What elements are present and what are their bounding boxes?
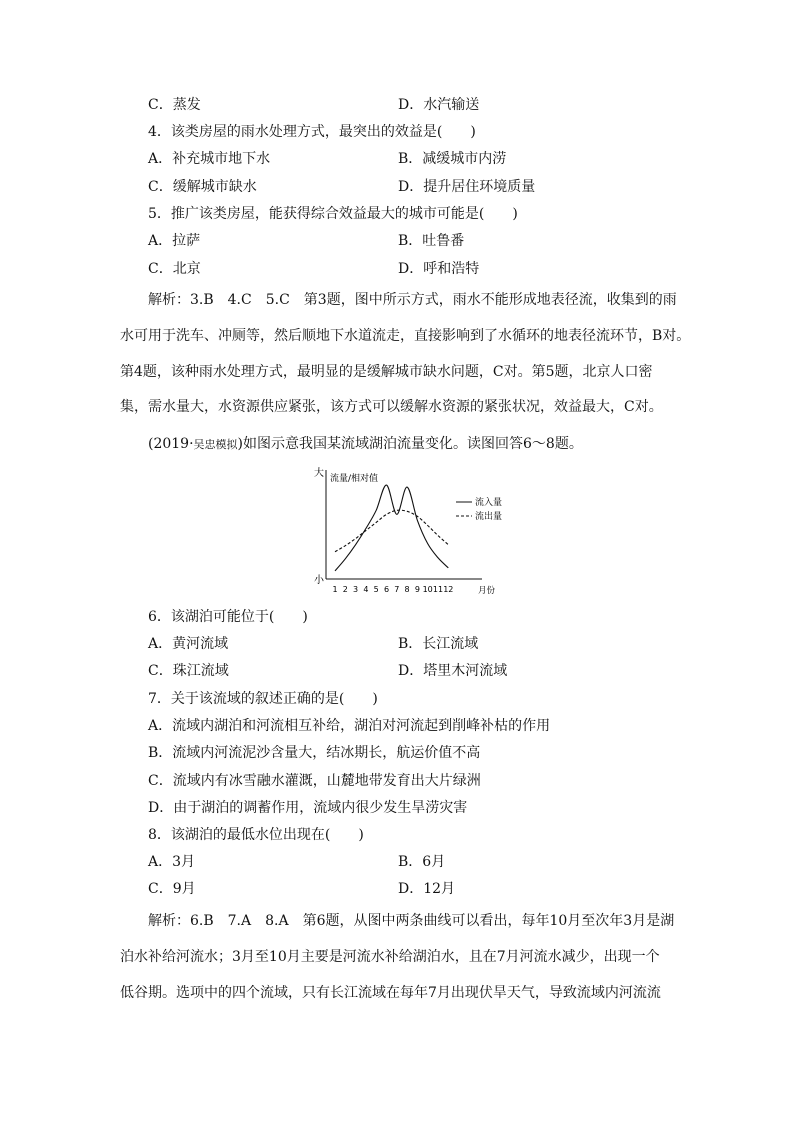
q4-option-d: D．提升居住环境质量	[398, 179, 536, 195]
q6-option-a: A．黄河流域	[148, 636, 229, 652]
q5-stem: 5．推广该类房屋，能获得综合效益最大的城市可能是( )	[148, 206, 518, 222]
q6-option-b: B．长江流域	[398, 636, 479, 652]
q4-option-b: B．减缓城市内涝	[398, 151, 507, 167]
q6-option-c: C．珠江流域	[148, 663, 229, 679]
series-line-outflow	[335, 510, 448, 552]
q6-option-d: D．塔里木河流域	[398, 663, 508, 679]
analysis-3-5-line-3: 第4题，该种雨水处理方式，最明显的是缓解城市缺水问题，C对。第5题，北京人口密	[120, 364, 653, 380]
x-tick-label: 3	[353, 585, 359, 594]
q7-option-b: B．流域内河流泥沙含量大，结冰期长，航运价值不高	[148, 745, 481, 761]
y-axis-title: 流量/相对值	[330, 474, 379, 484]
analysis-6-8-line-2: 泊水补给河流水；3月至10月主要是河流水补给湖泊水，且在7月河流水减少，出现一个	[120, 949, 660, 965]
q5-option-c: C．北京	[148, 261, 201, 277]
q8-option-d: D．12月	[398, 881, 456, 897]
q7-option-c: C．流域内有冰雪融水灌溉，山麓地带发育出大片绿洲	[148, 773, 481, 789]
figure-intro	[148, 434, 583, 455]
analysis-3-5-line-4: 集，需水量大，水资源供应紧张，该方式可以缓解水资源的紧张状况，效益最大，C对。	[120, 399, 663, 415]
x-tick-label: 6	[383, 585, 390, 594]
x-tick-label: 8	[404, 585, 410, 594]
q3-option-c: C．蒸发	[148, 97, 201, 113]
q5-option-a: A．拉萨	[148, 233, 201, 249]
x-tick-label: 9	[414, 585, 420, 594]
intro-rest: )如图示意我国某流域湖泊流量变化。读图回答6～8题。	[237, 436, 583, 452]
x-axis-title: 月份	[478, 586, 496, 596]
q8-option-a: A．3月	[148, 854, 196, 870]
q8-option-c: C．9月	[148, 881, 196, 897]
lake-flow-chart	[300, 462, 530, 602]
intro-prefix: (2019·	[148, 436, 194, 452]
q5-option-d: D．呼和浩特	[398, 261, 480, 277]
series-line-inflow	[335, 485, 448, 571]
q3-option-d: D．水汽输送	[398, 97, 480, 113]
q4-option-a: A．补充城市地下水	[148, 151, 271, 167]
analysis-6-8-line-3: 低谷期。选项中的四个流域，只有长江流域在每年7月出现伏旱天气，导致流域内河流流	[120, 985, 661, 1001]
intro-source: 吴忠模拟	[193, 438, 238, 451]
x-tick-label: 1	[332, 585, 338, 594]
q7-option-d: D．由于湖泊的调蓄作用，流域内很少发生旱涝灾害	[148, 800, 468, 816]
x-tick-label: 5	[373, 585, 379, 594]
x-tick-label: 12	[443, 585, 454, 594]
q7-stem: 7．关于该流域的叙述正确的是( )	[148, 691, 378, 707]
x-tick-label: 10	[422, 585, 433, 594]
legend-label: 流入量	[475, 498, 503, 508]
x-tick-label: 11	[432, 585, 444, 594]
q5-option-b: B．吐鲁番	[398, 233, 465, 249]
q8-stem: 8．该湖泊的最低水位出现在( )	[148, 827, 364, 843]
q6-stem: 6．该湖泊可能位于( )	[148, 609, 308, 625]
x-tick-label: 4	[363, 585, 369, 594]
y-axis-top-label: 大	[314, 468, 324, 479]
analysis-3-5-line-2: 水可用于洗车、冲厕等，然后顺地下水道流走，直接影响到了水循环的地表径流环节，B对。	[120, 328, 691, 344]
y-axis-bottom-label: 小	[314, 575, 324, 586]
analysis-3-5-line-1: 解析：3.B 4.C 5.C 第3题，图中所示方式，雨水不能形成地表径流，收集到的雨	[148, 292, 677, 308]
legend-label: 流出量	[475, 512, 503, 522]
q7-option-a: A．流域内湖泊和河流相互补给，湖泊对河流起到削峰补枯的作用	[148, 718, 551, 734]
x-tick-label: 7	[394, 585, 400, 594]
x-tick-label: 2	[342, 585, 348, 594]
q4-option-c: C．缓解城市缺水	[148, 179, 257, 195]
q8-option-b: B．6月	[398, 854, 446, 870]
analysis-6-8-line-1: 解析：6.B 7.A 8.A 第6题，从图中两条曲线可以看出，每年10月至次年3月是湖	[148, 913, 675, 929]
q4-stem: 4．该类房屋的雨水处理方式，最突出的效益是( )	[148, 124, 476, 140]
